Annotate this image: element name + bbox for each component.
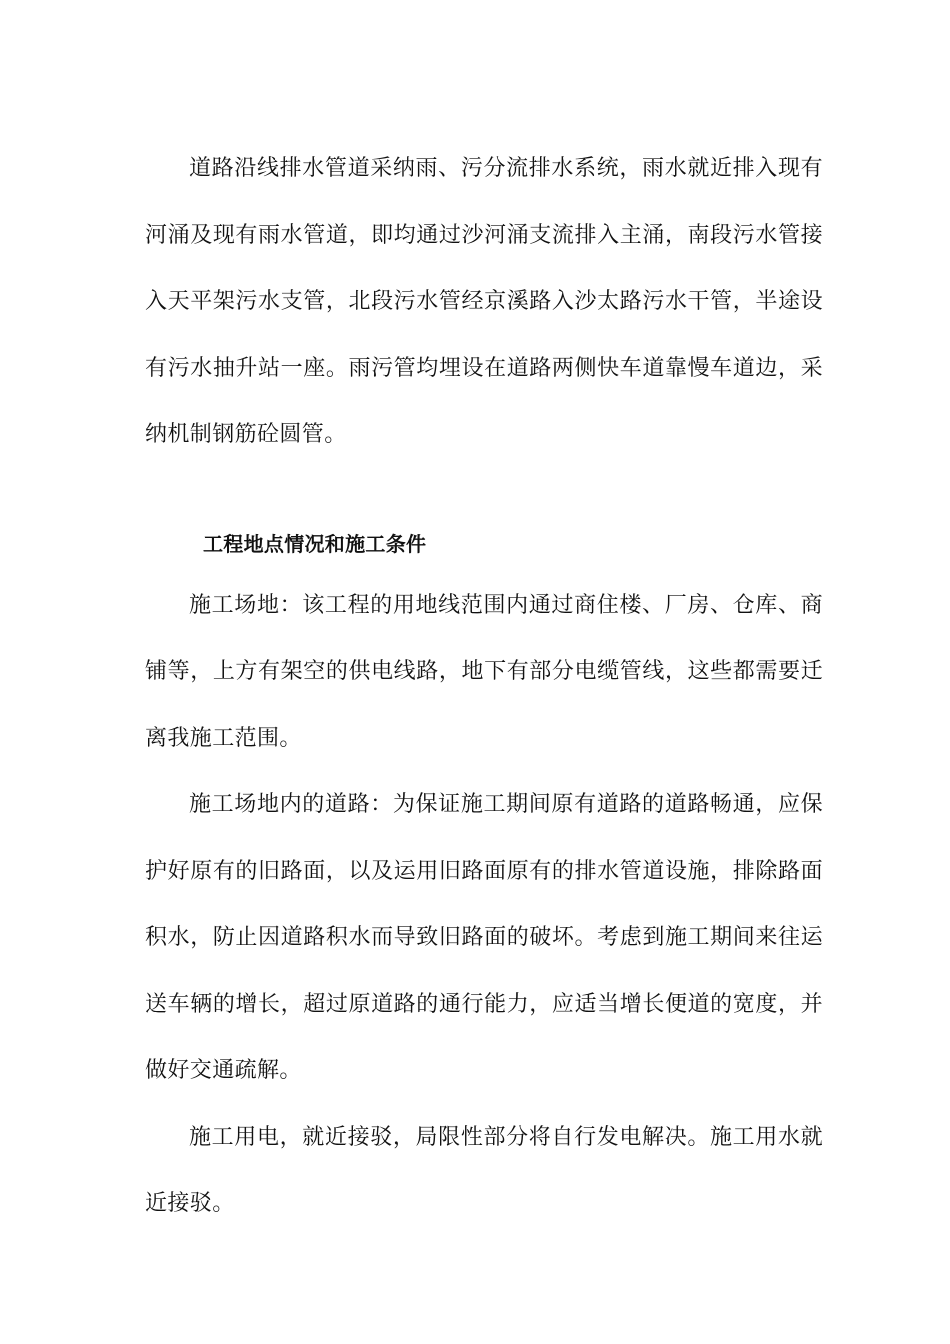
paragraph-drainage: 道路沿线排水管道采纳雨、污分流排水系统，雨水就近排入现有河涌及现有雨水管道，即均通过沙河涌支流排入主涌，南段污水管接入天平架污水支管，北段污水管经京溪路入沙太路污水干管，半途设有污水抽升站一座。雨污管均埋设在道路两侧快车道靠慢车道边，采纳机制钢筋砼圆管。: [145, 156, 823, 447]
paragraph-utilities: 施工用电，就近接驳，局限性部分将自行发电解决。施工用水就近接驳。: [145, 1124, 823, 1216]
section-heading: 工程地点情况和施工条件: [203, 531, 427, 556]
paragraph-site: 施工场地：该工程的用地线范围内通过商住楼、厂房、仓库、商铺等，上方有架空的供电线路，地下有部分电缆管线，这些都需要迁离我施工范围。: [145, 592, 823, 751]
document-body: [145, 136, 823, 1238]
paragraph-roads: 施工场地内的道路：为保证施工期间原有道路的道路畅通，应保护好原有的旧路面，以及运用旧路面原有的排水管道设施，排除路面积水，防止因道路积水而导致旧路面的破坏。考虑到施工期间来往运送车辆的增长，超过原道路的通行能力，应适当增长便道的宽度，并做好交通疏解。: [145, 792, 823, 1083]
